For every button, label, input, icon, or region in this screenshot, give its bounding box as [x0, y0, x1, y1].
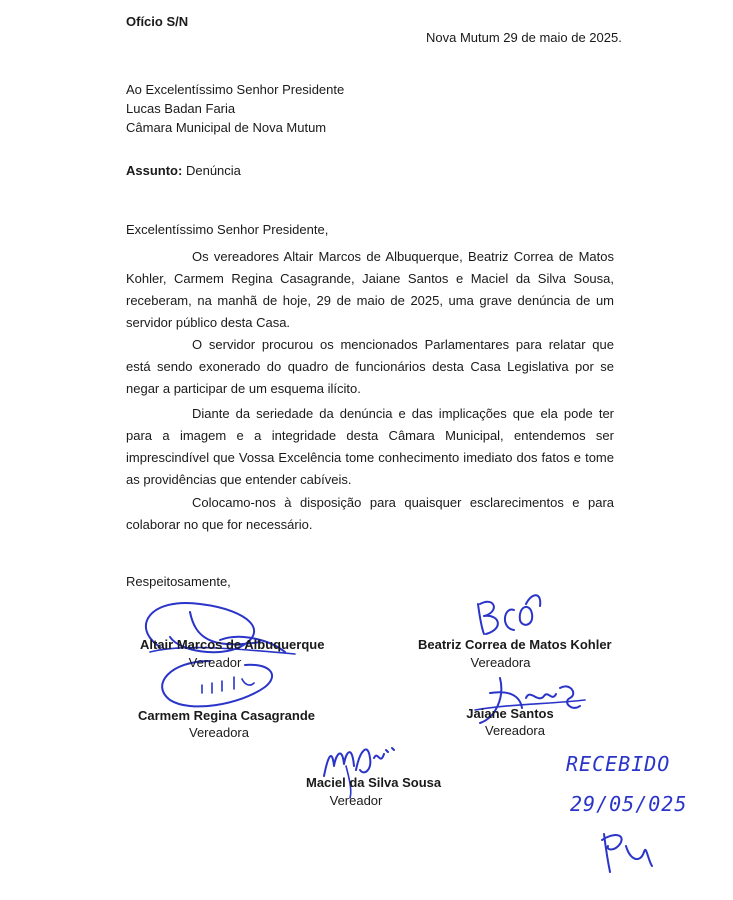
signatory-name: Beatriz Correa de Matos Kohler [418, 637, 612, 652]
signatory-name: Jaiane Santos [466, 706, 554, 721]
closing: Respeitosamente, [126, 574, 231, 589]
recipient-name: Lucas Badan Faria [126, 101, 236, 116]
signatory-name: Carmem Regina Casagrande [138, 708, 316, 723]
receipt-initials [596, 826, 666, 876]
receipt-date: 29/05/025 [570, 792, 688, 816]
paragraph-1: Os vereadores Altair Marcos de Albuquerque, Beatriz Correa de Matos Kohler, Carmem Regina Casagrande, Jaiane Santos e Maciel da Silva Sousa, receberam, na manhã de hoje, 29 de maio de 2025, uma grave denúncia de um servidor público desta Casa. [126, 249, 614, 330]
paragraph-4: Colocamo-nos à disposição para quaisquer esclarecimentos e para colaborar no que for necessário. [126, 495, 614, 532]
office-number: Ofício S/N [126, 14, 189, 29]
recipient-institution: Câmara Municipal de Nova Mutum [126, 120, 327, 135]
subject-label: Assunto: [126, 163, 183, 178]
paragraph-3: Diante da seriedade da denúncia e das implicações que ela pode ter para a imagem e a integridade desta Câmara Municipal, entendemos ser imprescindível que Vossa Excelência tome conhecimento imediato dos fatos e tome as providências que entender cabíveis. [126, 406, 614, 487]
signatory-role: Vereador [188, 655, 242, 670]
signatory-role: Vereadora [189, 725, 249, 740]
subject-line [126, 163, 241, 178]
signatory-role: Vereadora [470, 655, 531, 670]
signature-beatriz [470, 584, 550, 644]
signatory-name: Maciel da Silva Sousa [306, 775, 442, 790]
receipt-label: RECEBIDO [566, 752, 671, 776]
signatory-name: Altair Marcos de Albuquerque [140, 637, 325, 652]
salutation: Excelentíssimo Senhor Presidente, [126, 222, 329, 237]
subject-value: Denúncia [185, 163, 241, 178]
place-date: Nova Mutum 29 de maio de 2025. [426, 30, 622, 45]
paragraph-2: O servidor procurou os mencionados Parlamentares para relatar que está sendo exonerado do quadro de funcionários desta Casa Legislativa por se negar a participar de um esquema ilícito. [126, 337, 614, 396]
recipient-title: Ao Excelentíssimo Senhor Presidente [126, 82, 345, 97]
signatory-role: Vereadora [485, 723, 545, 738]
signatory-role: Vereador [329, 793, 383, 808]
